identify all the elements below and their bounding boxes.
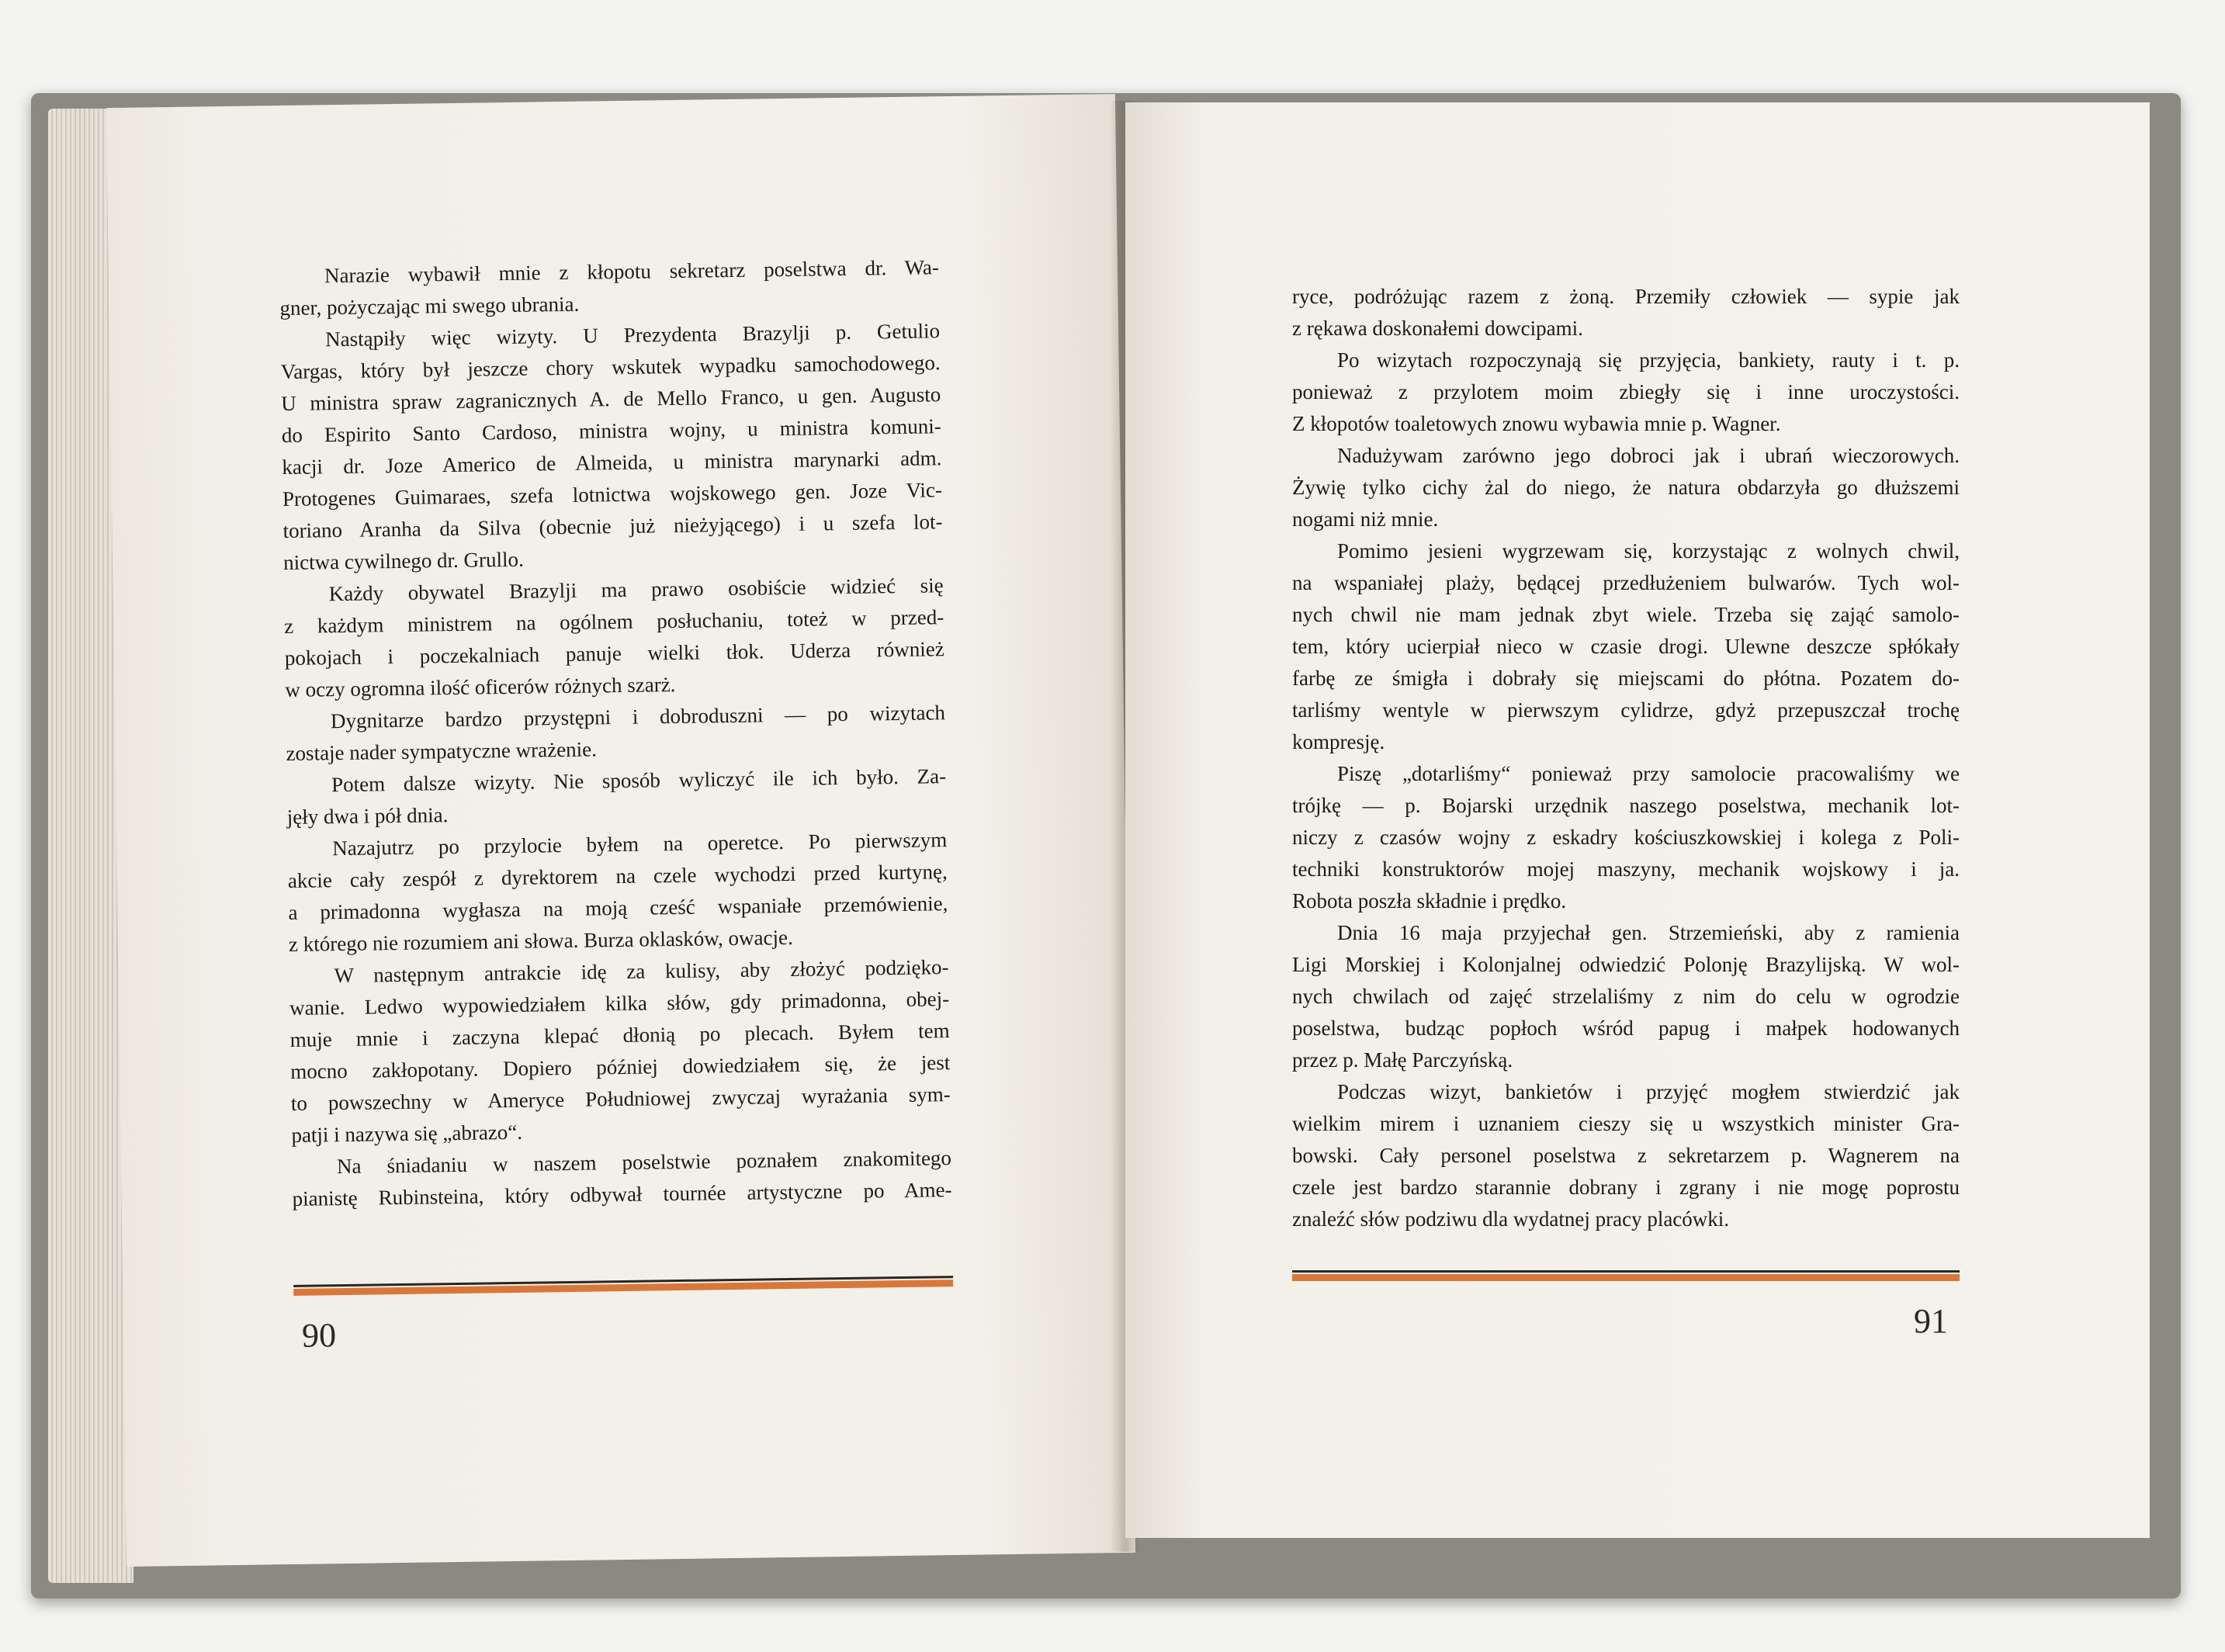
text-line: Podczas wizyt, bankietów i przyjęć mogłem stwierdzić jak <box>1337 1080 1960 1103</box>
text-line: kacji dr. Joze Americo de Almeida, u ministra marynarki adm. <box>282 446 942 480</box>
text-line: pianistę Rubinsteina, który odbywał tournée artystyczne po Ame- <box>292 1178 952 1210</box>
text-line: a primadonna wygłasza na moją cześć wspaniałe przemówienie, <box>288 892 948 924</box>
text-line: przez p. Małę Parczyńską. <box>1292 1048 1513 1072</box>
text-line: Nazajutrz po przylocie byłem na operetce. Po pierwszym <box>332 828 948 861</box>
text-line: wielkim mirem i uznaniem cieszy się u wszystkich minister Gra- <box>1292 1112 1960 1135</box>
text-line: z każdym ministrem na ogólnem posłuchaniu, toteż w przed- <box>284 605 944 639</box>
text-line: nych chwilach od zajęć strzelaliśmy z nim do celu w ogrodzie <box>1292 985 1960 1008</box>
left-page-footer-rule <box>293 1276 953 1296</box>
footer-rule-black-line <box>1292 1270 1960 1273</box>
text-line: akcie cały zespół z dyrektorem na czele wychodzi przed kurtynę, <box>287 860 948 892</box>
text-line: kompresję. <box>1292 730 1385 753</box>
text-line: znaleźć słów podziwu dla wydatnej pracy placówki. <box>1292 1207 1730 1231</box>
text-line: poselstwa, budząc popłoch wśród papug i małpek hodowanych <box>1292 1016 1960 1040</box>
text-line: Protogenes Guimaraes, szefa lotnictwa wojskowego gen. Joze Vic- <box>282 478 943 511</box>
text-line: Dygnitarze bardzo przystępni i dobroduszni — po wizytach <box>330 701 946 733</box>
text-line: Pomimo jesieni wygrzewam się, korzystając z wolnych chwil, <box>1337 539 1960 563</box>
footer-rule-orange-band <box>1292 1274 1960 1281</box>
text-line: Dnia 16 maja przyjechał gen. Strzemieński, aby z ramienia <box>1337 921 1960 944</box>
text-line: wanie. Ledwo wypowiedziałem kilka słów, gdy primadonna, obej- <box>289 987 950 1020</box>
right-page <box>1125 102 2150 1538</box>
text-line: trójkę — p. Bojarski urzędnik naszego poselstwa, mechanik lot- <box>1292 794 1960 817</box>
text-line: zostaje nader sympatyczne wrażenie. <box>286 737 598 766</box>
right-page-number: 91 <box>1914 1302 1948 1340</box>
text-line: pokojach i poczekalniach panuje wielki tłok. Uderza również <box>284 637 944 670</box>
text-line: gner, pożyczając mi swego ubrania. <box>279 292 580 320</box>
text-line: W następnym antrakcie idę za kulisy, aby złożyć podzięko- <box>334 955 949 988</box>
text-line: farbę ze śmigła i dobrały się miejscami do płótna. Pozatem do- <box>1292 667 1960 690</box>
text-line: Ligi Morskiej i Kolonjalnej odwiedzić Polonję Brazylijską. W wol- <box>1292 953 1960 976</box>
text-line: z którego nie rozumiem ani słowa. Burza oklasków, owacje. <box>288 925 793 956</box>
text-line: Każdy obywatel Brazylji ma prawo osobiście widzieć się <box>328 573 944 606</box>
text-line: mocno zakłopotany. Dopiero później dowiedziałem się, że jest <box>290 1051 951 1083</box>
text-line: techniki konstruktorów mojej maszyny, mechanik wojskowy i ja. <box>1292 857 1960 881</box>
text-line: niczy z czasów wojny z eskadry kościuszkowskiej i kolega z Poli- <box>1292 826 1960 849</box>
text-line: z rękawa doskonałemi dowcipami. <box>1292 317 1583 340</box>
text-line: nogami niż mnie. <box>1292 507 1439 531</box>
text-line: Po wizytach rozpoczynają się przyjęcia, bankiety, rauty i t. p. <box>1337 348 1960 372</box>
text-line: ryce, podróżując razem z żoną. Przemiły człowiek — sypie jak <box>1292 285 1960 308</box>
text-line: Potem dalsze wizyty. Nie sposób wyliczyć ile ich było. Za- <box>331 764 947 797</box>
text-line: U ministra spraw zagranicznych A. de Mello Franco, u gen. Augusto <box>281 383 941 416</box>
text-line: ponieważ z przylotem moim zbiegły się i inne uroczystości. <box>1292 380 1960 403</box>
text-line: tarliśmy wentyle w pierwszym cylidrze, gdyż przepuszczał trochę <box>1292 698 1960 722</box>
left-page-number: 90 <box>301 1316 337 1355</box>
text-line: do Espirito Santo Cardoso, ministra wojny, u ministra komuni- <box>281 414 941 448</box>
text-line: w oczy ogromna ilość oficerów różnych szarż. <box>285 672 676 702</box>
text-line: Na śniadaniu w naszem poselstwie poznałem znakomitego <box>336 1146 952 1179</box>
text-line: muje mnie i zaczyna klepać dłonią po plecach. Byłem tem <box>289 1019 950 1051</box>
right-page-text <box>1292 281 1960 1235</box>
text-line: Narazie wybawił mnie z kłopotu sekretarz poselstwa dr. Wa- <box>324 255 940 288</box>
text-line: to powszechny w Ameryce Południowej zwyczaj wyrażania sym- <box>290 1082 951 1115</box>
text-line: tem, który ucierpiał nieco w czasie drogi. Ulewne deszcze spłókały <box>1292 635 1960 658</box>
text-line: nych chwil nie mam jednak zbyt wiele. Trzeba się zająć samolo- <box>1292 603 1960 626</box>
text-line: na wspaniałej plaży, będącej przedłużeniem bulwarów. Tych wol- <box>1292 571 1960 594</box>
text-line: nictwa cywilnego dr. Grullo. <box>282 547 525 575</box>
text-line: patji i nazywa się „abrazo“. <box>291 1120 523 1147</box>
left-page-text <box>279 251 952 1215</box>
right-page-footer-rule <box>1292 1270 1960 1281</box>
text-line: Z kłopotów toaletowych znowu wybawia mnie p. Wagner. <box>1292 412 1781 435</box>
text-line: Robota poszła składnie i prędko. <box>1292 889 1567 913</box>
left-page <box>106 94 1135 1567</box>
text-line: Vargas, który był jeszcze chory wskutek wypadku samochodowego. <box>280 351 941 384</box>
text-line: bowski. Cały personel poselstwa z sekretarzem p. Wagnerem na <box>1292 1144 1960 1167</box>
text-line: Nadużywam zarówno jego dobroci jak i ubrań wieczorowych. <box>1337 444 1960 467</box>
text-line: toriano Aranha da Silva (obecnie już nieżyjącego) i u szefa lot- <box>282 510 943 543</box>
text-line: Nastąpiły więc wizyty. U Prezydenta Brazylji p. Getulio <box>324 319 941 352</box>
text-line: jęły dwa i pół dnia. <box>286 803 449 829</box>
text-line: czele jest bardzo starannie dobrany i zgrany i nie mogę poprostu <box>1292 1176 1960 1199</box>
text-line: Piszę „dotarliśmy“ ponieważ przy samolocie pracowaliśmy we <box>1337 762 1960 785</box>
text-line: Żywię tylko cichy żal do niego, że natura obdarzyła go dłuższemi <box>1292 476 1960 499</box>
